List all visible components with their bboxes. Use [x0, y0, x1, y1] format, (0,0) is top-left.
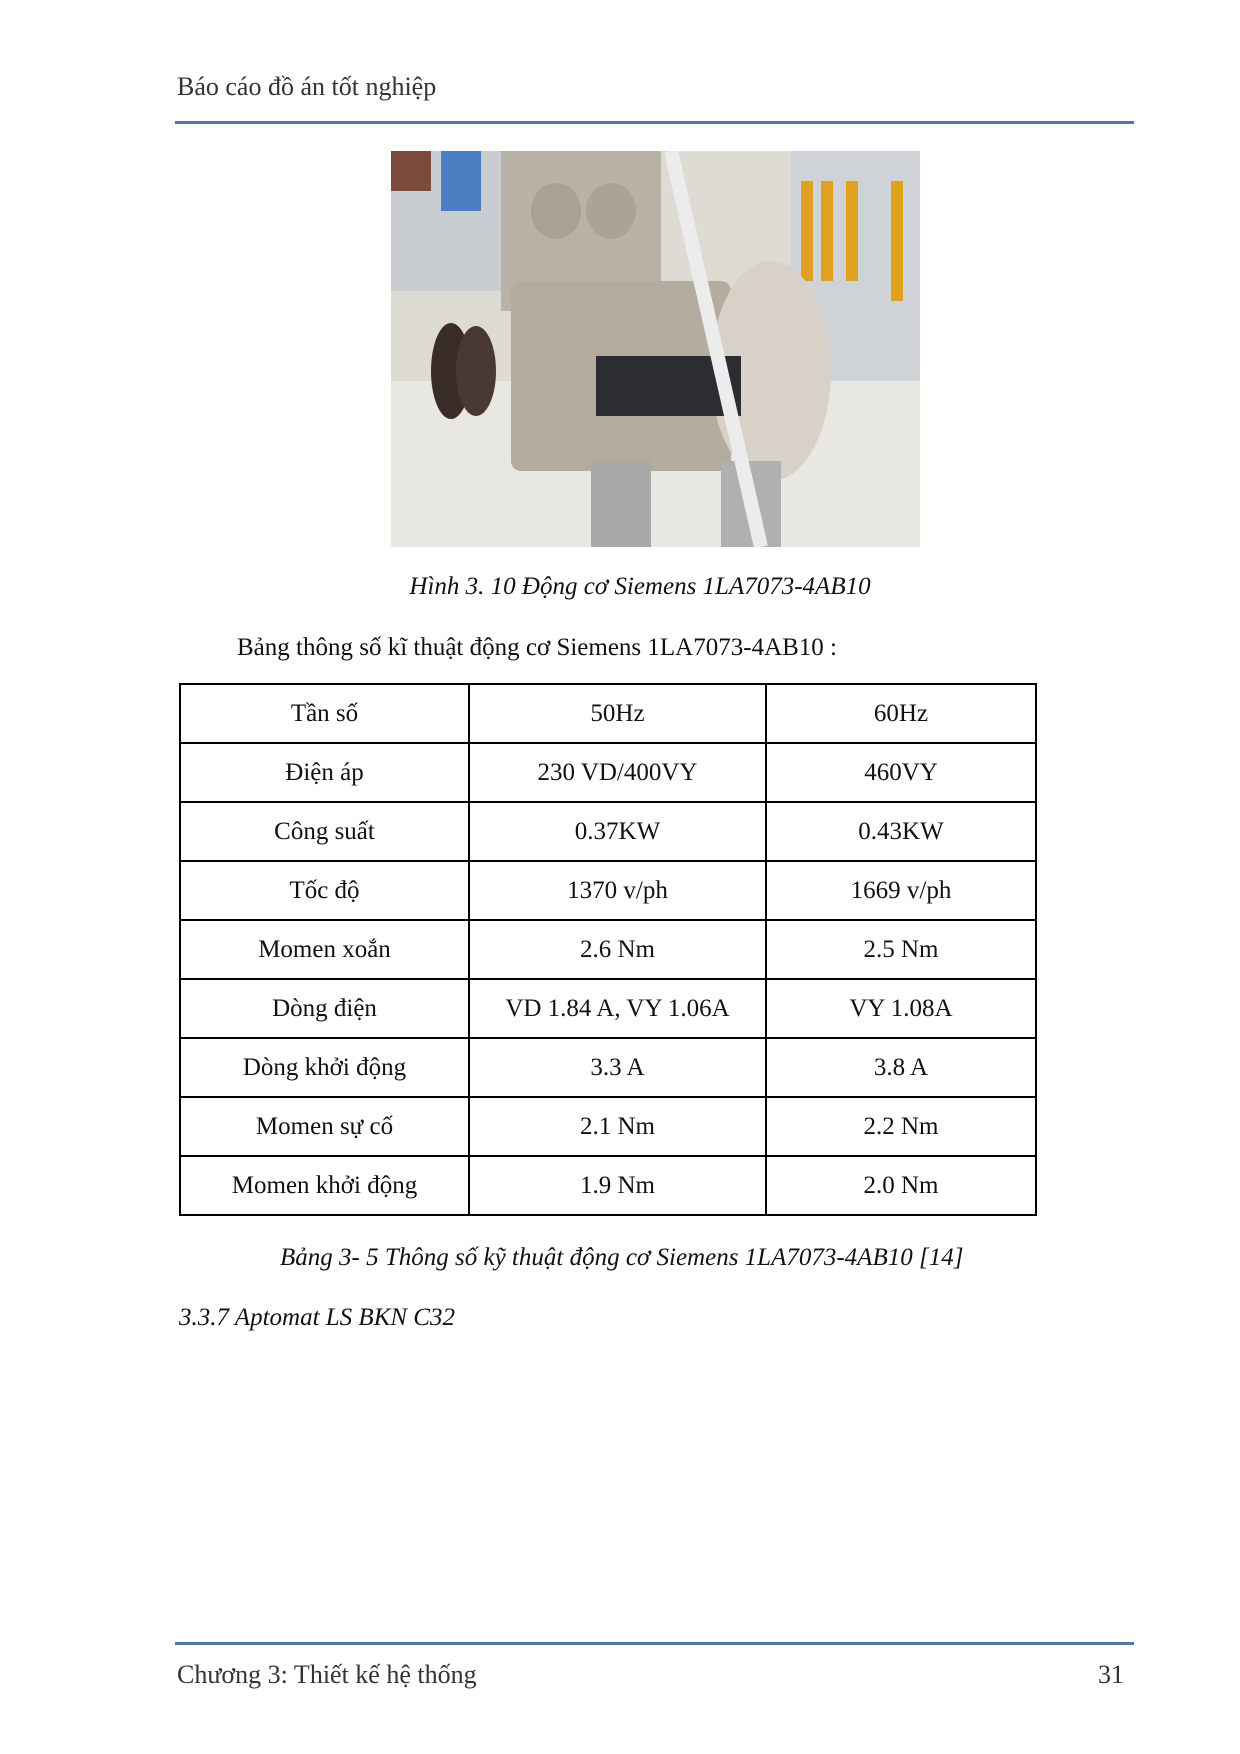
footer-divider	[175, 1642, 1134, 1645]
table-cell-50hz: 1.9 Nm	[469, 1156, 766, 1215]
table-row	[180, 861, 1036, 920]
motor-image-icon	[391, 151, 920, 547]
footer-chapter: Chương 3: Thiết kế hệ thống	[177, 1660, 477, 1689]
table-cell-label: Công suất	[180, 802, 469, 861]
table-cell-60hz: 2.0 Nm	[766, 1156, 1036, 1215]
motor-photo	[391, 151, 920, 547]
table-cell-60hz: 1669 v/ph	[766, 861, 1036, 920]
table-cell-50hz: VD 1.84 A, VY 1.06A	[469, 979, 766, 1038]
table-cell-50hz: 2.6 Nm	[469, 920, 766, 979]
table-intro-text: Bảng thông số kĩ thuật động cơ Siemens 1LA7073-4AB10 :	[237, 634, 837, 661]
table-cell-50hz: 0.37KW	[469, 802, 766, 861]
table-cell-60hz: 460VY	[766, 743, 1036, 802]
table-row	[180, 920, 1036, 979]
table-row	[180, 1097, 1036, 1156]
table-cell-60hz: 60Hz	[766, 684, 1036, 743]
figure-caption: Hình 3. 10 Động cơ Siemens 1LA7073-4AB10	[409, 573, 871, 600]
table-cell-50hz: 2.1 Nm	[469, 1097, 766, 1156]
table-caption: Bảng 3- 5 Thông số kỹ thuật động cơ Siemens 1LA7073-4AB10 [14]	[280, 1244, 964, 1271]
table-cell-50hz: 230 VD/400VY	[469, 743, 766, 802]
table-row	[180, 1038, 1036, 1097]
table-cell-60hz: 2.5 Nm	[766, 920, 1036, 979]
table-cell-label: Dòng khởi động	[180, 1038, 469, 1097]
motor-spec-table	[179, 683, 1037, 1216]
table-cell-label: Momen sự cố	[180, 1097, 469, 1156]
table-cell-60hz: 0.43KW	[766, 802, 1036, 861]
table-cell-label: Tần số	[180, 684, 469, 743]
table-cell-label: Momen xoắn	[180, 920, 469, 979]
table-cell-50hz: 50Hz	[469, 684, 766, 743]
table-cell-50hz: 3.3 A	[469, 1038, 766, 1097]
table-row	[180, 743, 1036, 802]
table-cell-label: Momen khởi động	[180, 1156, 469, 1215]
table-cell-60hz: VY 1.08A	[766, 979, 1036, 1038]
table-cell-60hz: 2.2 Nm	[766, 1097, 1036, 1156]
table-row	[180, 684, 1036, 743]
table-cell-50hz: 1370 v/ph	[469, 861, 766, 920]
page-number: 31	[1098, 1660, 1124, 1689]
table-row	[180, 979, 1036, 1038]
table-cell-label: Tốc độ	[180, 861, 469, 920]
table-cell-label: Điện áp	[180, 743, 469, 802]
page-header-title: Báo cáo đồ án tốt nghiệp	[177, 72, 437, 101]
table-row	[180, 802, 1036, 861]
table-row	[180, 1156, 1036, 1215]
table-cell-60hz: 3.8 A	[766, 1038, 1036, 1097]
header-divider	[175, 121, 1134, 124]
table-cell-label: Dòng điện	[180, 979, 469, 1038]
section-heading: 3.3.7 Aptomat LS BKN C32	[179, 1304, 455, 1331]
